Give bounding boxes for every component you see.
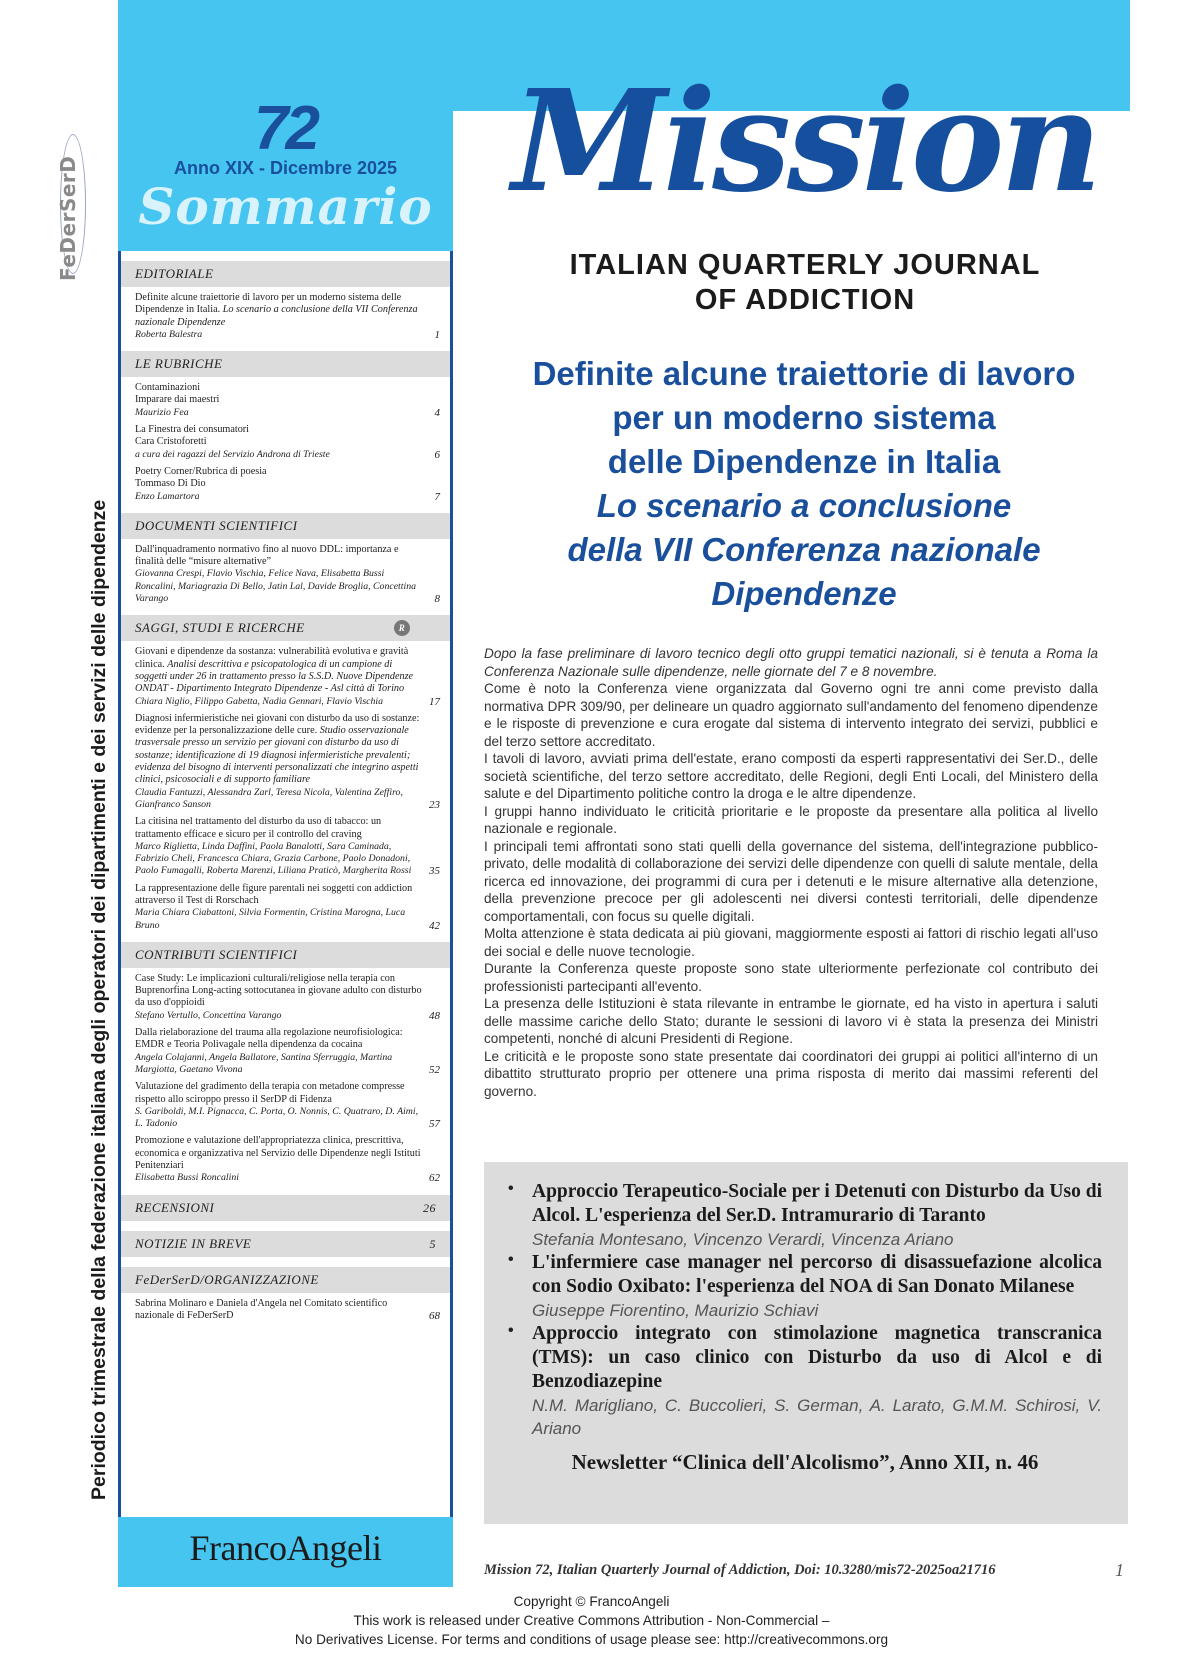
issue-number: 72 xyxy=(254,94,317,163)
newsletter-item-authors: Giuseppe Fiorentino, Maurizio Schiavi xyxy=(532,1301,819,1320)
toc-entry-authors: Giovanna Crespi, Flavio Vischia, Felice Nava, Elisabetta Bussi Roncalini, Mariagrazia Di Bello, Jatin Lal, Davide Broglia, Concettina Varango xyxy=(135,568,417,605)
toc-entry[interactable] xyxy=(121,968,450,1022)
toc-page-number: 35 xyxy=(429,865,440,878)
toc-section-rubriche xyxy=(121,351,450,503)
journal-subtitle-line1: ITALIAN QUARTERLY JOURNAL xyxy=(569,249,1041,281)
toc-section-title: EDITORIALE xyxy=(135,266,214,281)
toc-section-title: RECENSIONI xyxy=(135,1199,215,1215)
editorial-title-line: per un moderno sistema xyxy=(612,399,996,436)
newsletter-footer: Newsletter “Clinica dell'Alcolismo”, Anno XII, n. 46 xyxy=(571,1450,1039,1474)
toc-entry-authors: Stefano Vertullo, Concettina Varango xyxy=(135,1009,282,1021)
issue-date: Anno XIX - Dicembre 2025 xyxy=(173,158,398,178)
toc-entry[interactable] xyxy=(121,377,450,419)
editorial-paragraph: I principali temi affrontati sono stati quelli della governance del sistema, dell'integrazione pubblico-privato, delle modalità di collaborazione dei servizi delle dipendenze con quelli di salute mentale, della ricerca ed innovazione, dei programmi di cura per i detenuti e le misure alternative alla detenzione, della prevenzione precoce per gli adolescenti nei diversi contesti territoriali, delle dipendenze comportamentali, con focus su quelle digitali. xyxy=(484,838,1098,924)
toc-entry-title: La rappresentazione delle figure parentali nei soggetti con addiction attraverso il Test di Rorschach xyxy=(135,882,413,906)
journal-subtitle xyxy=(480,248,1130,318)
sommario-heading: Sommario xyxy=(138,177,433,236)
copyright-line: Copyright © FrancoAngeli xyxy=(513,1594,670,1609)
vertical-caption: Periodico trimestrale della federazione italiana degli operatori dei dipartimenti e dei servizi delle dipendenze xyxy=(88,499,110,1500)
editorial-lead: Dopo la fase preliminare di lavoro tecnico degli otto gruppi tematici nazionali, si è tenuta a Roma la Conferenza Nazionale sulle dipendenze, nelle giornate del 7 e 8 novembre. xyxy=(484,646,1098,679)
toc-entry-subtitle: Analisi descrittiva e psicopatologica di un campione di soggetti under 26 in trattamento presso la S.S.D. Nuove Dipendenze ONDAT - Dipartimento Integrato Dipendenze - Asl città di Torino xyxy=(135,658,414,695)
editorial-subtitle-line: della VII Conferenza nazionale xyxy=(567,531,1041,568)
toc-entry-authors: S. Gariboldi, M.I. Pignacca, C. Porta, O. Nonnis, C. Quatraro, D. Aimi, L. Tadonio xyxy=(135,1105,419,1130)
publisher-block xyxy=(118,1517,453,1587)
toc-section-organizzazione xyxy=(121,1267,450,1323)
toc-entry-authors: Maurizio Fea xyxy=(135,406,189,418)
toc-section-recensioni xyxy=(121,1195,450,1221)
toc-section-title: FeDerSerD/ORGANIZZAZIONE xyxy=(135,1271,319,1287)
toc-entry-authors: Elisabetta Bussi Roncalini xyxy=(135,1172,239,1184)
toc-entry-authors: Enzo Lamartora xyxy=(135,490,200,502)
toc-entry[interactable] xyxy=(121,461,450,503)
toc-entry-subtitle: Studio osservazionale trasversale presso un servizio per giovani con disturbo da uso di sostanze; identificazione di 19 diagnosi infermieristiche prevalenti; evidenza del bisogno di interventi personalizzati che integrino aspetti clinici, psicosociali e di supporto familiare xyxy=(135,725,419,786)
toc-section-title: SAGGI, STUDI E RICERCHE xyxy=(135,620,305,636)
toc-section-header[interactable] xyxy=(121,1231,450,1257)
toc-section-header[interactable] xyxy=(121,1267,450,1293)
toc-section-editoriale xyxy=(121,261,450,341)
toc-entry[interactable] xyxy=(121,641,450,707)
toc-page-number: 17 xyxy=(429,695,440,708)
toc-section-title: LE RUBRICHE xyxy=(135,356,223,372)
toc-entry-title: Dalla rielaborazione del trauma alla regolazione neurofisiologica: EMDR e Teoria Polivagale nella dipendenza da cocaina xyxy=(135,1027,403,1051)
newsletter-item[interactable] xyxy=(508,1322,1102,1440)
toc-section-header[interactable] xyxy=(121,513,450,539)
toc-entry[interactable] xyxy=(121,1293,450,1323)
toc-entry-authors: Angela Colajanni, Angela Ballatore, Santina Sferruggia, Martina Margiotta, Gaetano Vivona xyxy=(135,1051,393,1075)
toc-page-number: 4 xyxy=(434,406,440,419)
newsletter-item-title: Approccio integrato con stimolazione magnetica transcranica (TMS): un caso clinico con Disturbo da uso di Alcol e di Benzodiazepine xyxy=(532,1323,1102,1392)
newsletter-item-authors: Stefania Montesano, Vincenzo Verardi, Vincenza Ariano xyxy=(532,1230,954,1249)
toc-page-number: 57 xyxy=(429,1118,440,1131)
toc-entry[interactable] xyxy=(121,1130,450,1184)
editorial-heading xyxy=(484,352,1124,616)
toc-page-number: 5 xyxy=(429,1236,436,1251)
toc-entry[interactable] xyxy=(121,287,450,341)
toc-page-number: 42 xyxy=(429,919,440,932)
toc-section-saggi xyxy=(121,615,450,932)
journal-title: Mission xyxy=(512,60,1099,224)
editorial-paragraph: Molta attenzione è stata dedicata ai più giovani, maggiormente esposti ai fattori di rischio legati all'uso dei social e delle nuove tecnologie. xyxy=(484,926,1098,959)
toc-section-notizie xyxy=(121,1231,450,1257)
editorial-paragraph: La presenza delle Istituzioni è stata rilevante in entrambe le giornate, ed ha visto in apertura i saluti delle massime cariche dello Stato; durante le sessioni di lavoro vi è stata la presenza dei Ministri competenti, nonché di alcuni Presidenti di Regione. xyxy=(484,996,1098,1046)
editorial-subtitle-line: Dipendenze xyxy=(711,575,897,612)
toc-entry[interactable] xyxy=(121,708,450,811)
toc-entry-subtitle: Cara Cristoforetti xyxy=(135,436,207,448)
toc-entry-title: La Finestra dei consumatori xyxy=(135,424,250,436)
toc-page-number: 6 xyxy=(434,448,440,461)
toc-entry-authors: Marco Riglietta, Linda Daffini, Paola Banalotti, Sara Caminada, Fabrizio Cheli, Francesca Chiara, Grazia Carbone, Paolo Donadoni, Paolo Fumagalli, Roberta Marenzi, Liliana Praticò, Margherita Rossi xyxy=(135,840,412,877)
toc-entry-authors: Maria Chiara Ciabattoni, Silvia Formentin, Cristina Marogna, Luca Bruno xyxy=(135,907,406,931)
newsletter-item-title: Approccio Terapeutico-Sociale per i Detenuti con Disturbo da Uso di Alcol. L'esperienza del Ser.D. Intramurario di Taranto xyxy=(532,1181,1102,1226)
toc-page-number: 23 xyxy=(429,798,440,811)
toc-entry-subtitle: Imparare dai maestri xyxy=(135,394,220,406)
toc-entry[interactable] xyxy=(121,539,450,605)
newsletter-item-authors: N.M. Marigliano, C. Buccolieri, S. German, A. Larato, G.M.M. Schirosi, V. Ariano xyxy=(532,1396,1102,1438)
bullet-icon: • xyxy=(508,1251,514,1268)
editorial-title-line: Definite alcune traiettorie di lavoro xyxy=(532,355,1076,392)
bullet-icon: • xyxy=(508,1180,514,1197)
toc-section-header[interactable] xyxy=(121,1195,450,1221)
toc-entry-authors: Chiara Niglio, Filippo Gabetta, Nadia Gennari, Flavio Vischia xyxy=(135,695,383,707)
toc-page-number: 52 xyxy=(429,1063,440,1076)
editorial-paragraph: Come è noto la Conferenza viene organizzata dal Governo ogni tre anni come previsto dalla normativa DPR 309/90, per delineare un quadro aggiornato sull'andamento del fenomeno dipendenze e le risposte di prevenzione e cura erogate dal sistema di intervento integrato dei servizi, pubblici e del terzo settore accreditato. xyxy=(484,681,1098,749)
sidebar-header xyxy=(118,94,453,251)
toc-page-number: 1 xyxy=(434,328,440,341)
toc-entry-title: Poetry Corner/Rubrica di poesia xyxy=(135,465,267,477)
logo-text: FeDerSerD xyxy=(56,155,80,281)
toc-entry[interactable] xyxy=(121,1022,450,1076)
toc-section-title: NOTIZIE IN BREVE xyxy=(135,1235,252,1251)
toc-entry-title: Dall'inquadramento normativo fino al nuovo DDL: importanza e finalità delle “misure alternative” xyxy=(135,543,399,568)
toc-entry-authors: Roberta Balestra xyxy=(135,328,203,340)
editorial-paragraph: I gruppi hanno individuato le criticità prioritarie e le proposte da presentare alla politica al livello nazionale e regionale. xyxy=(484,803,1098,836)
toc-entry-authors: a cura dei ragazzi del Servizio Androna di Trieste xyxy=(135,448,330,460)
toc-entry-title: La citisina nel trattamento del disturbo da uso di tabacco: un trattamento efficace e sicuro per il controllo del craving xyxy=(135,816,382,840)
newsletter-item-title: L'infermiere case manager nel percorso di disassuefazione alcolica con Sodio Oxibato: l'esperienza del NOA di San Donato Milanese xyxy=(532,1252,1102,1297)
toc-entry-title: Giovani e dipendenze da sostanza: vulnerabilità evolutiva e gravità clinica. xyxy=(135,646,409,670)
license-line: This work is released under Creative Commons Attribution - Non-Commercial – xyxy=(353,1613,830,1628)
toc-entry[interactable] xyxy=(121,419,450,461)
toc-entry-title: Diagnosi infermieristiche nei giovani con disturbo da uso di sostanze: evidenze per la personalizzazione delle cure. xyxy=(135,712,420,737)
toc-page-number: 48 xyxy=(429,1009,440,1022)
toc-section-header[interactable] xyxy=(121,942,450,968)
table-of-contents xyxy=(118,251,453,1517)
toc-entry-title: Sabrina Molinaro e Daniela d'Angela nel Comitato scientifico nazionale di FeDerSerD xyxy=(135,1297,388,1321)
toc-page-number: 68 xyxy=(429,1309,440,1322)
bullet-icon: • xyxy=(508,1322,514,1339)
page-number: 1 xyxy=(1115,1560,1124,1580)
editorial-subtitle-line: Lo scenario a conclusione xyxy=(596,487,1012,524)
toc-entry-title: Contaminazioni xyxy=(135,382,201,394)
toc-entry-title: Valutazione del gradimento della terapia con metadone compresse rispetto allo sciroppo presso il SerDP di Fidenza xyxy=(135,1081,405,1105)
toc-section-contributi xyxy=(121,942,450,1185)
toc-page-number: 8 xyxy=(434,593,440,606)
peer-review-icon: R xyxy=(394,620,410,636)
toc-section-header[interactable] xyxy=(121,615,450,641)
toc-section-title: DOCUMENTI SCIENTIFICI xyxy=(135,517,298,533)
toc-page-number: 62 xyxy=(429,1172,440,1185)
editorial-body xyxy=(484,645,1098,1100)
toc-entry[interactable] xyxy=(121,811,450,877)
copyright-notice xyxy=(0,1592,1183,1649)
toc-entry[interactable] xyxy=(121,1076,450,1130)
citation-line xyxy=(484,1562,1124,1579)
toc-page-number: 26 xyxy=(423,1200,436,1215)
toc-entry-title: Definite alcune traiettorie di lavoro per un moderno sistema delle Dipendenze in Italia. xyxy=(135,292,402,316)
toc-entry-title: Promozione e valutazione dell'appropriatezza clinica, prescrittiva, economica e organizzativa nel Servizio delle Dipendenze negli Istituti Penitenziari xyxy=(135,1135,421,1172)
toc-entry-subtitle: Lo scenario a conclusione della VII Conferenza nazionale Dipendenze xyxy=(135,304,418,328)
toc-section-title: CONTRIBUTI SCIENTIFICI xyxy=(135,946,298,962)
toc-section-documenti xyxy=(121,513,450,605)
toc-entry-title: Case Study: Le implicazioni culturali/religiose nella terapia con Buprenorfina Long-acting sottocutanea in giovane adulto con disturbo da uso d'oppioidi xyxy=(135,972,422,1009)
publisher-name: FrancoAngeli xyxy=(189,1528,382,1568)
editorial-paragraph: I tavoli di lavoro, avviati prima dell'estate, erano composti da esperti rappresentativi dei Ser.D., delle società scientifiche, del terzo settore accreditato, delle Regioni, degli Enti Locali, del Ministero della salute e del Dipartimento politiche contro la droga e le altre dipendenze. xyxy=(484,751,1098,801)
toc-section-header[interactable] xyxy=(121,351,450,377)
newsletter-item[interactable] xyxy=(508,1180,1102,1251)
editorial-title-line: delle Dipendenze in Italia xyxy=(607,443,1001,480)
toc-section-header[interactable] xyxy=(121,261,450,287)
journal-subtitle-line2: OF ADDICTION xyxy=(694,284,916,316)
license-link-line[interactable]: No Derivatives License. For terms and conditions of usage please see: http://creativecommons.org xyxy=(294,1632,889,1647)
toc-entry-authors: Claudia Fantuzzi, Alessandra Zarl, Teresa Nicola, Valentina Zeffiro, Gianfranco Sanson xyxy=(135,786,403,810)
toc-entry[interactable] xyxy=(121,878,450,932)
editorial-paragraph: Le criticità e le proposte sono state presentate dai coordinatori dei gruppi ai politici all'interno di un dibattito strutturato proprio per ottenere una prima risposta di merito dai massimi referenti del governo. xyxy=(484,1048,1098,1099)
citation-text: Mission 72, Italian Quarterly Journal of Addiction, Doi: 10.3280/mis72-2025oa21716 xyxy=(484,1562,996,1578)
toc-entry-subtitle: Tommaso Di Dio xyxy=(135,478,206,490)
federserd-logo xyxy=(56,126,90,281)
newsletter-box xyxy=(484,1162,1128,1524)
newsletter-item[interactable] xyxy=(508,1251,1102,1322)
toc-page-number: 7 xyxy=(434,490,440,503)
editorial-paragraph: Durante la Conferenza queste proposte sono state ulteriormente perfezionate col contributo dei professionisti partecipanti all'evento. xyxy=(484,961,1098,994)
